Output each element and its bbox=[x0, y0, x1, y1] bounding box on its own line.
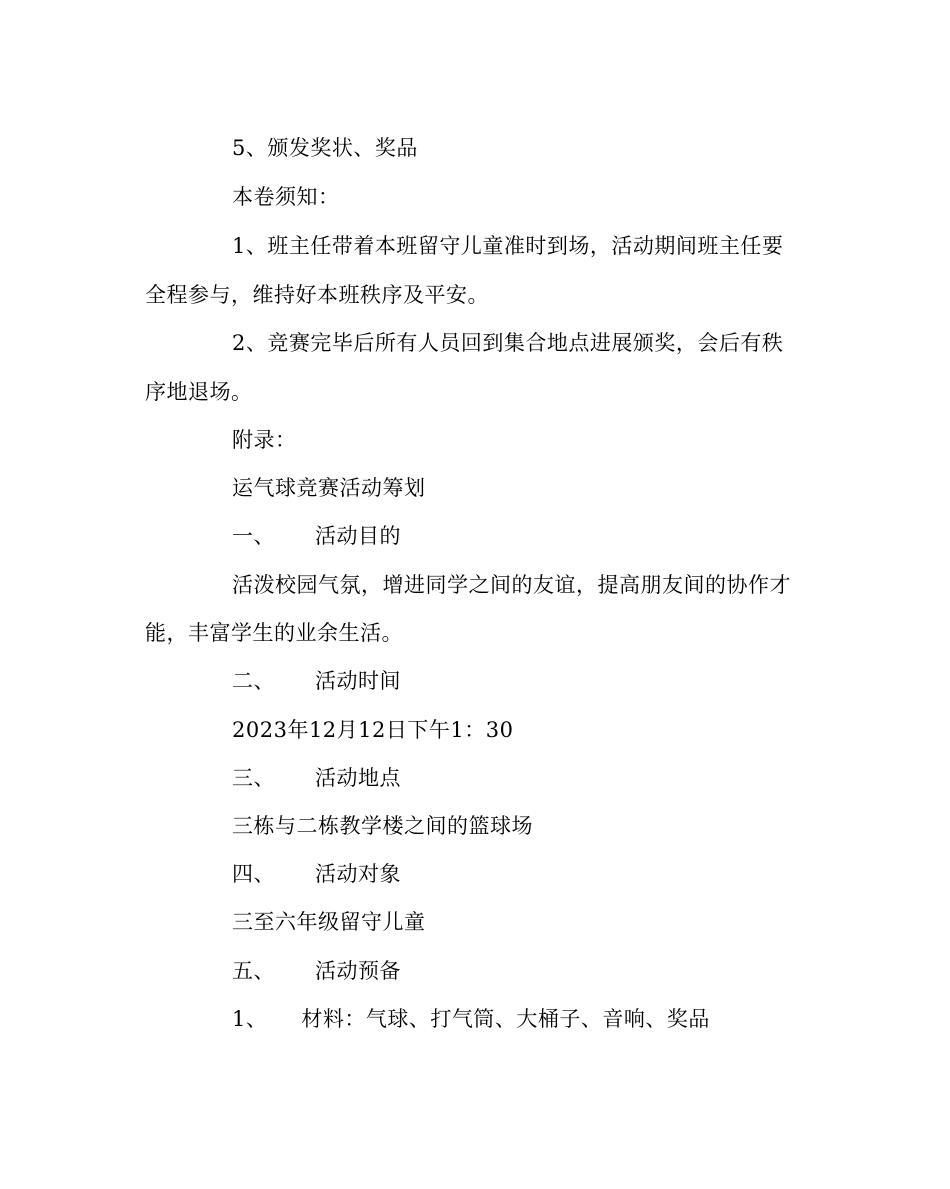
plan-title: 运气球竞赛活动筹划 bbox=[232, 476, 426, 500]
section-title: 活动时间 bbox=[315, 669, 401, 693]
notice-heading: 本卷须知： bbox=[232, 185, 340, 209]
prep-item-1 bbox=[232, 1005, 710, 1033]
prep-item-text: 材料：气球、打气筒、大桶子、音响、奖品 bbox=[301, 1007, 710, 1031]
section-number: 五、 bbox=[232, 959, 275, 983]
section-number: 二、 bbox=[232, 669, 275, 693]
time-text: 2023年12月12日下午1：30 bbox=[232, 718, 514, 742]
award-step: 5、颁发奖状、奖品 bbox=[232, 136, 418, 160]
purpose-text-line1: 活泼校园气氛，增进同学之间的友谊，提高朋友间的协作才 bbox=[232, 573, 791, 597]
section-purpose-heading bbox=[232, 522, 401, 550]
section-title: 活动目的 bbox=[315, 524, 401, 548]
section-number: 四、 bbox=[232, 862, 275, 886]
section-number: 一、 bbox=[232, 524, 275, 548]
purpose-text-line2: 能，丰富学生的业余生活。 bbox=[145, 621, 403, 645]
section-title: 活动地点 bbox=[315, 766, 401, 790]
section-prep-heading bbox=[232, 957, 401, 985]
prep-item-number: 1、 bbox=[232, 1007, 268, 1031]
notice-item-2-line1: 2、竞赛完毕后所有人员回到集合地点进展颁奖，会后有秩 bbox=[232, 331, 784, 355]
section-target-heading bbox=[232, 860, 401, 888]
section-time-heading bbox=[232, 667, 401, 695]
notice-item-1-line1: 1、班主任带着本班留守儿童准时到场，活动期间班主任要 bbox=[232, 234, 784, 258]
notice-item-1-line2: 全程参与，维持好本班秩序及平安。 bbox=[145, 283, 489, 307]
section-number: 三、 bbox=[232, 766, 275, 790]
place-text: 三栋与二栋教学楼之间的篮球场 bbox=[232, 814, 533, 838]
section-place-heading bbox=[232, 764, 401, 792]
notice-item-2-line2: 序地退场。 bbox=[145, 380, 253, 404]
appendix-heading: 附录： bbox=[232, 428, 297, 452]
section-title: 活动对象 bbox=[315, 862, 401, 886]
target-text: 三至六年级留守儿童 bbox=[232, 910, 426, 934]
section-title: 活动预备 bbox=[315, 959, 401, 983]
